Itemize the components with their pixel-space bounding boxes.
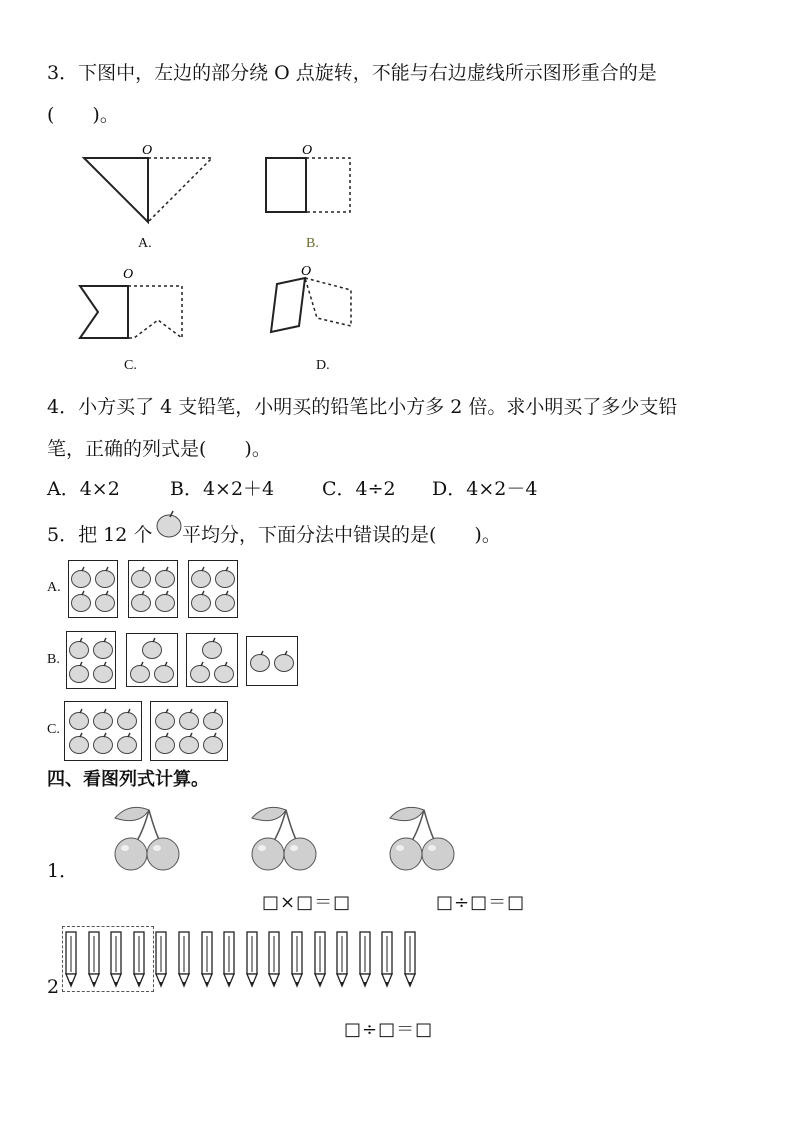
- pencil-icon: [87, 930, 101, 988]
- apple-icon: [202, 708, 224, 730]
- q3-figure-b: [262, 138, 362, 218]
- apple-group-box: [246, 636, 298, 686]
- option-d-label[interactable]: D.: [316, 358, 330, 373]
- q5-text-after: 平均分，下面分法中错误的是( )。: [182, 524, 501, 546]
- apple-group-box: [66, 631, 116, 689]
- apple-icon: [92, 637, 114, 659]
- q5-text-before: 5．把 12 个: [47, 524, 153, 546]
- apple-group-box: [126, 633, 178, 687]
- option-b-label[interactable]: B.: [306, 236, 319, 251]
- pencil-icon: [222, 930, 236, 988]
- problem-2-formula-divide[interactable]: □÷□＝□: [344, 1019, 434, 1040]
- apple-icon: [154, 566, 176, 588]
- apple-icon: [92, 661, 114, 683]
- apple-group-box: [150, 701, 228, 761]
- q4-option-a[interactable]: A．4×2: [47, 478, 120, 500]
- q3-figure-d: [265, 262, 365, 352]
- apple-icon: [94, 590, 116, 612]
- apple-icon: [130, 566, 152, 588]
- apple-icon: [214, 566, 236, 588]
- pencil-icon: [267, 930, 281, 988]
- apple-icon: [130, 590, 152, 612]
- apple-icon: [129, 661, 151, 683]
- apple-icon: [156, 509, 182, 539]
- apple-icon: [68, 661, 90, 683]
- apple-icon: [70, 590, 92, 612]
- apple-group-box: [128, 560, 178, 618]
- q3-text: 3．下图中，左边的部分绕 O 点旋转，不能与右边虚线所示图形重合的是: [47, 62, 657, 84]
- pencil-icon: [245, 930, 259, 988]
- apple-icon: [154, 708, 176, 730]
- q4-text-line1: 4．小方买了 4 支铅笔，小明买的铅笔比小方多 2 倍。求小明买了多少支铅: [47, 396, 678, 418]
- q5-option-a-label[interactable]: A.: [47, 580, 61, 595]
- cherry-icon: [242, 796, 328, 876]
- q3-figure-c: [76, 262, 196, 352]
- q3-answer-paren: ( )。: [47, 104, 119, 126]
- apple-icon: [178, 732, 200, 754]
- apple-icon: [68, 637, 90, 659]
- apple-icon: [68, 708, 90, 730]
- apple-icon: [116, 732, 138, 754]
- apple-icon: [213, 661, 235, 683]
- cherry-icon: [380, 796, 466, 876]
- option-c-label[interactable]: C.: [124, 358, 137, 373]
- pencil-icon: [380, 930, 394, 988]
- apple-icon: [189, 661, 211, 683]
- section-4-title: 四、看图列式计算。: [47, 769, 209, 790]
- pencil-icon: [358, 930, 372, 988]
- apple-icon: [178, 708, 200, 730]
- problem-1-formula-multiply[interactable]: □×□＝□: [262, 892, 352, 913]
- cherry-icon: [105, 796, 191, 876]
- point-o-label: O: [123, 267, 134, 282]
- q3-figure-a: [80, 138, 220, 228]
- pencil-icon: [290, 930, 304, 988]
- q4-option-b[interactable]: B．4×2＋4: [170, 478, 275, 500]
- q4-option-c[interactable]: C．4÷2: [322, 478, 396, 500]
- pencil-icon: [109, 930, 123, 988]
- apple-icon: [154, 732, 176, 754]
- pencil-icon: [154, 930, 168, 988]
- apple-icon: [273, 650, 295, 672]
- pencil-icon: [403, 930, 417, 988]
- apple-icon: [68, 732, 90, 754]
- problem-1-label: 1．: [47, 860, 79, 882]
- apple-icon: [249, 650, 271, 672]
- apple-group-box: [188, 560, 238, 618]
- apple-icon: [141, 637, 163, 659]
- pencil-icon: [132, 930, 146, 988]
- point-o-label: O: [142, 143, 153, 158]
- apple-icon: [201, 637, 223, 659]
- q4-option-d[interactable]: D．4×2－4: [432, 478, 538, 500]
- pencil-icon: [64, 930, 78, 988]
- point-o-label: O: [302, 143, 313, 158]
- pencil-icon: [335, 930, 349, 988]
- option-a-label[interactable]: A.: [138, 236, 152, 251]
- problem-2-label: 2: [47, 976, 60, 998]
- apple-icon: [70, 566, 92, 588]
- apple-icon: [202, 732, 224, 754]
- apple-group-box: [68, 560, 118, 618]
- q5-option-b-label[interactable]: B.: [47, 652, 60, 667]
- apple-icon: [214, 590, 236, 612]
- apple-group-box: [186, 633, 238, 687]
- apple-group-box: [64, 701, 142, 761]
- apple-icon: [94, 566, 116, 588]
- apple-icon: [190, 566, 212, 588]
- problem-1-formula-divide[interactable]: □÷□＝□: [436, 892, 526, 913]
- pencil-icon: [177, 930, 191, 988]
- apple-icon: [92, 732, 114, 754]
- pencil-icon: [313, 930, 327, 988]
- pencil-icon: [200, 930, 214, 988]
- apple-icon: [153, 661, 175, 683]
- point-o-label: O: [301, 264, 312, 279]
- apple-icon: [92, 708, 114, 730]
- apple-icon: [116, 708, 138, 730]
- q4-text-line2: 笔，正确的列式是( )。: [47, 438, 271, 460]
- apple-icon: [154, 590, 176, 612]
- apple-icon: [190, 590, 212, 612]
- q5-option-c-label[interactable]: C.: [47, 722, 60, 737]
